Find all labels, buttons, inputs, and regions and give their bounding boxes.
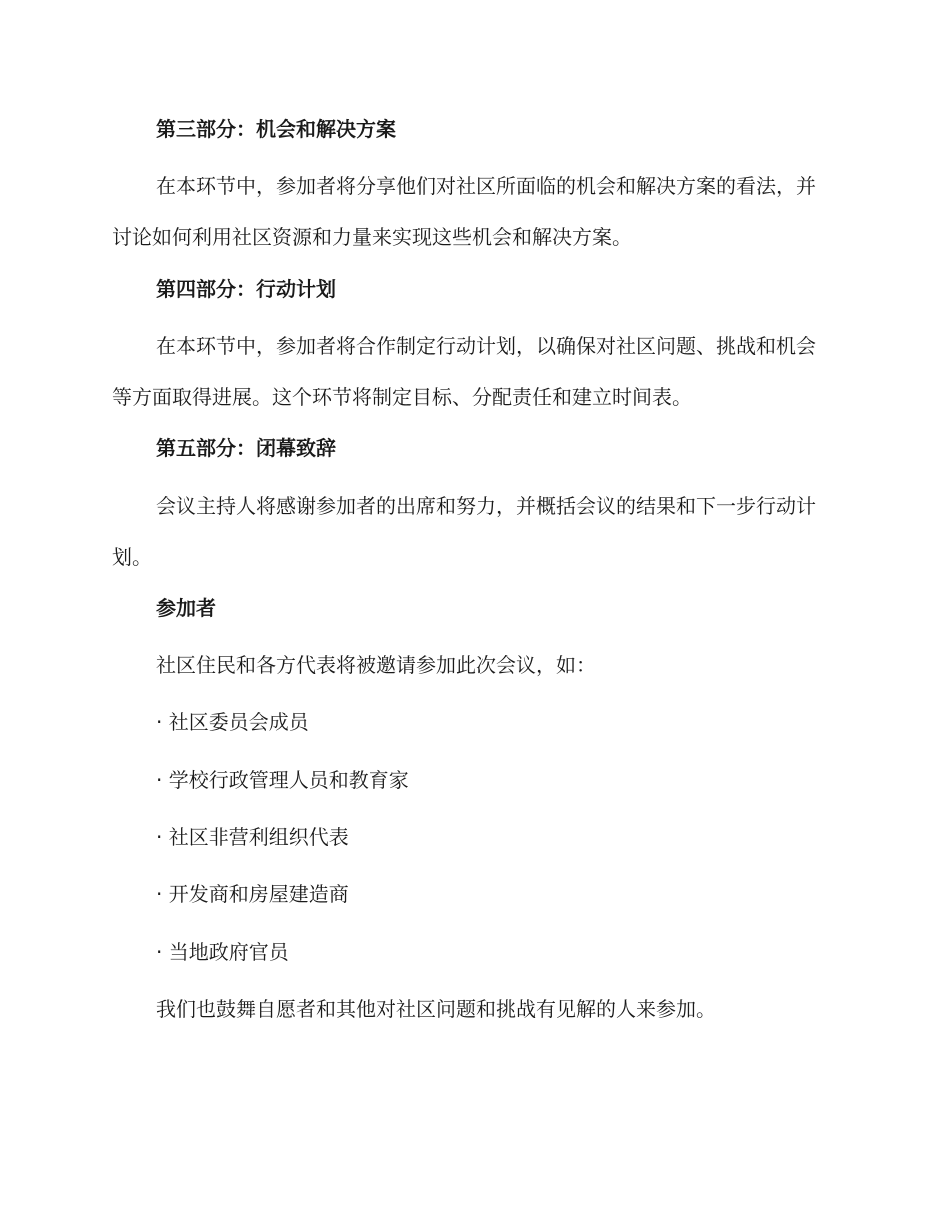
participants-heading: 参加者 <box>156 596 216 620</box>
section-3-heading: 第三部分：机会和解决方案 <box>156 117 396 141</box>
list-item: · 社区非营利组织代表 <box>156 825 349 849</box>
list-item: · 开发商和房屋建造商 <box>156 882 349 906</box>
list-item: · 当地政府官员 <box>156 940 289 964</box>
section-3-paragraph: 在本环节中，参加者将分享他们对社区所面临的机会和解决方案的看法，并讨论如何利用社区资源和力量来实现这些机会和解决方案。 <box>112 174 816 249</box>
list-item: · 学校行政管理人员和教育家 <box>156 768 409 792</box>
list-item: · 社区委员会成员 <box>156 710 309 734</box>
participants-intro: 社区住民和各方代表将被邀请参加此次会议，如： <box>156 653 596 677</box>
section-4-heading: 第四部分：行动计划 <box>156 277 336 301</box>
section-5-heading: 第五部分：闭幕致辞 <box>156 436 336 460</box>
section-4-paragraph: 在本环节中，参加者将合作制定行动计划，以确保对社区问题、挑战和机会等方面取得进展。这个环节将制定目标、分配责任和建立时间表。 <box>112 334 816 409</box>
section-5-paragraph: 会议主持人将感谢参加者的出席和努力，并概括会议的结果和下一步行动计划。 <box>112 494 816 569</box>
participants-closing: 我们也鼓舞自愿者和其他对社区问题和挑战有见解的人来参加。 <box>156 997 716 1021</box>
